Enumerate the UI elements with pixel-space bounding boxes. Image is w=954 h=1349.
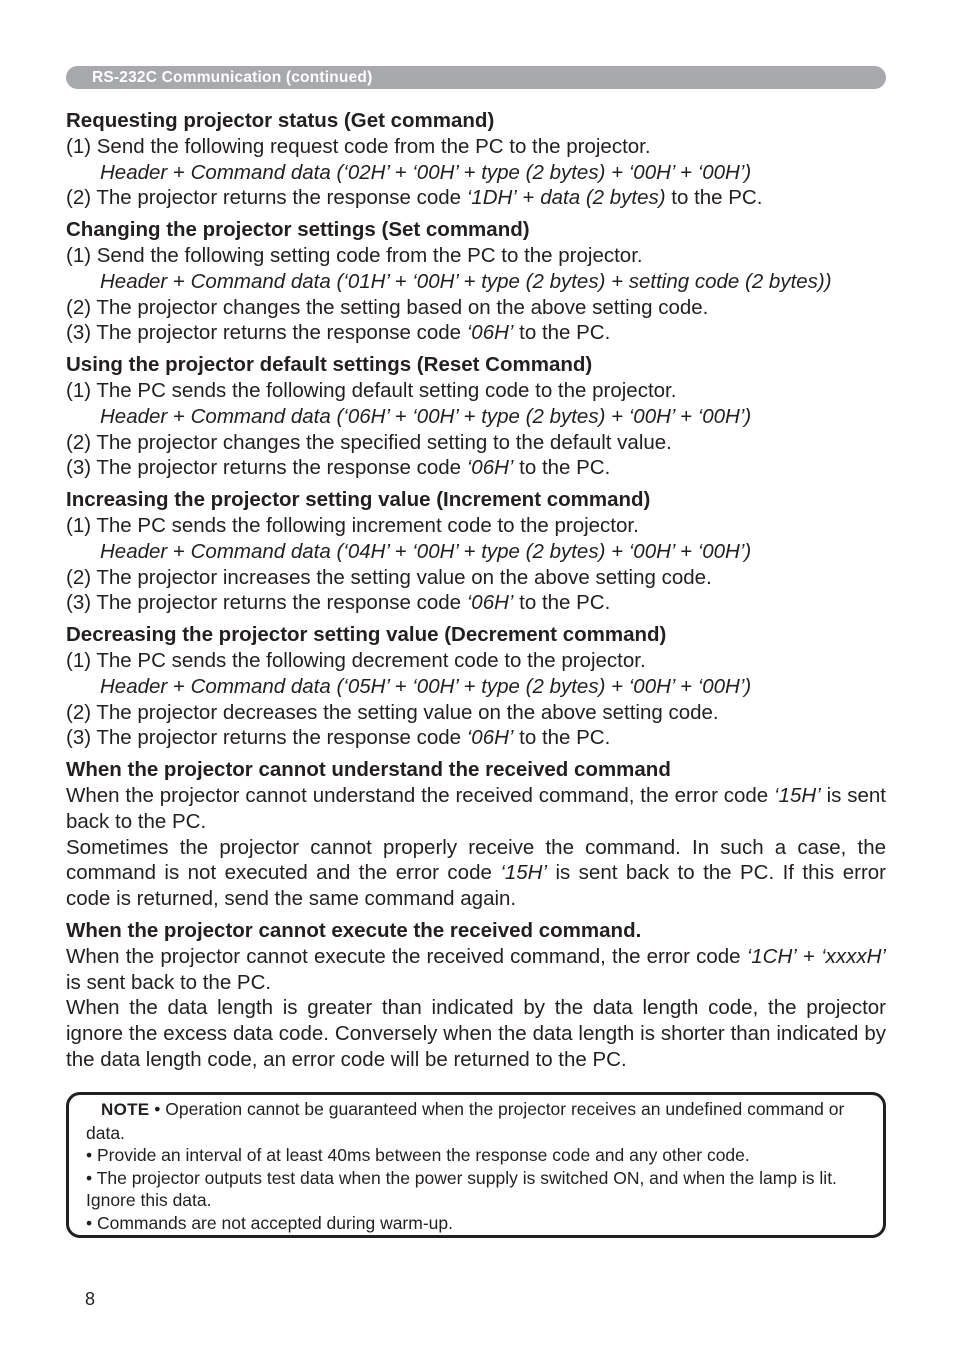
note-item: • Provide an interval of at least 40ms between the response code and any other code. xyxy=(86,1145,750,1166)
note-item: • Commands are not accepted during warm-up. xyxy=(86,1212,453,1233)
step-1: (1) The PC sends the following decrement code to the projector. xyxy=(66,648,646,672)
section-title: Using the projector default settings (Reset Command) xyxy=(66,353,593,377)
paragraph: Sometimes the projector cannot properly receive the command. In such a case, the command is not executed and the error code ‘15H’ is sent back to the PC. If this error code is returned, send the same command again. xyxy=(66,835,886,911)
step-1-code: Header + Command data (‘02H’ + ‘00H’ + type (2 bytes) + ‘00H’ + ‘00H’) xyxy=(100,160,752,184)
paragraph: When the projector cannot execute the received command, the error code ‘1CH’ + ‘xxxxH’ is sent back to the PC. xyxy=(66,944,886,994)
page-number: 8 xyxy=(85,1289,96,1309)
step-2: (2) The projector increases the setting value on the above setting code. xyxy=(66,565,712,589)
main-content xyxy=(66,108,886,1079)
section-header-title: RS-232C Communication (continued) xyxy=(92,69,373,86)
get-command-section xyxy=(66,108,886,211)
step-3: (3) The projector returns the response code ‘06H’ to the PC. xyxy=(66,591,611,615)
step-2: (2) The projector changes the setting based on the above setting code. xyxy=(66,295,709,319)
paragraph: When the projector cannot understand the received command, the error code ‘15H’ is sent back to the PC. xyxy=(66,783,886,833)
increment-command-section xyxy=(66,487,886,616)
set-command-section xyxy=(66,217,886,346)
note-item: • The projector outputs test data when the power supply is switched ON, and when the lamp is lit. Ignore this data. xyxy=(86,1167,837,1211)
step-1: (1) Send the following setting code from the PC to the projector. xyxy=(66,243,643,267)
section-title: When the projector cannot execute the received command. xyxy=(66,918,642,942)
note-content xyxy=(86,1098,876,1235)
step-1-code: Header + Command data (‘06H’ + ‘00H’ + type (2 bytes) + ‘00H’ + ‘00H’) xyxy=(100,404,752,428)
step-2: (2) The projector decreases the setting value on the above setting code. xyxy=(66,700,719,724)
step-1: (1) The PC sends the following default setting code to the projector. xyxy=(66,378,677,402)
decrement-command-section xyxy=(66,622,886,751)
note-box xyxy=(66,1092,886,1238)
step-3: (3) The projector returns the response code ‘06H’ to the PC. xyxy=(66,726,611,750)
not-understand-section xyxy=(66,757,886,912)
step-1: (1) Send the following request code from the PC to the projector. xyxy=(66,134,651,158)
section-title: Requesting projector status (Get command) xyxy=(66,109,495,132)
not-execute-section xyxy=(66,918,886,1073)
step-3: (3) The projector returns the response code ‘06H’ to the PC. xyxy=(66,321,611,345)
section-title: Changing the projector settings (Set command) xyxy=(66,218,530,242)
reset-command-section xyxy=(66,352,886,481)
step-1-code: Header + Command data (‘05H’ + ‘00H’ + type (2 bytes) + ‘00H’ + ‘00H’) xyxy=(100,674,752,698)
section-title: Increasing the projector setting value (Increment command) xyxy=(66,488,651,512)
section-title: When the projector cannot understand the received command xyxy=(66,758,671,782)
note-item: NOTE • Operation cannot be guaranteed when the projector receives an undefined command or data. xyxy=(86,1099,845,1143)
note-label: NOTE xyxy=(101,1100,150,1119)
step-1: (1) The PC sends the following increment code to the projector. xyxy=(66,513,639,537)
step-2: (2) The projector returns the response code ‘1DH’ + data (2 bytes) to the PC. xyxy=(66,186,763,210)
step-1-code: Header + Command data (‘04H’ + ‘00H’ + type (2 bytes) + ‘00H’ + ‘00H’) xyxy=(100,539,752,563)
step-1-code: Header + Command data (‘01H’ + ‘00H’ + type (2 bytes) + setting code (2 bytes)) xyxy=(100,269,832,293)
step-2: (2) The projector changes the specified setting to the default value. xyxy=(66,430,672,454)
step-3: (3) The projector returns the response code ‘06H’ to the PC. xyxy=(66,456,611,480)
section-title: Decreasing the projector setting value (Decrement command) xyxy=(66,623,667,647)
paragraph: When the data length is greater than indicated by the data length code, the projector ignore the excess data code. Conversely when the data length is shorter than indicated by the data length code, an error code will be returned to the PC. xyxy=(66,996,886,1071)
section-header-bar xyxy=(66,66,886,89)
